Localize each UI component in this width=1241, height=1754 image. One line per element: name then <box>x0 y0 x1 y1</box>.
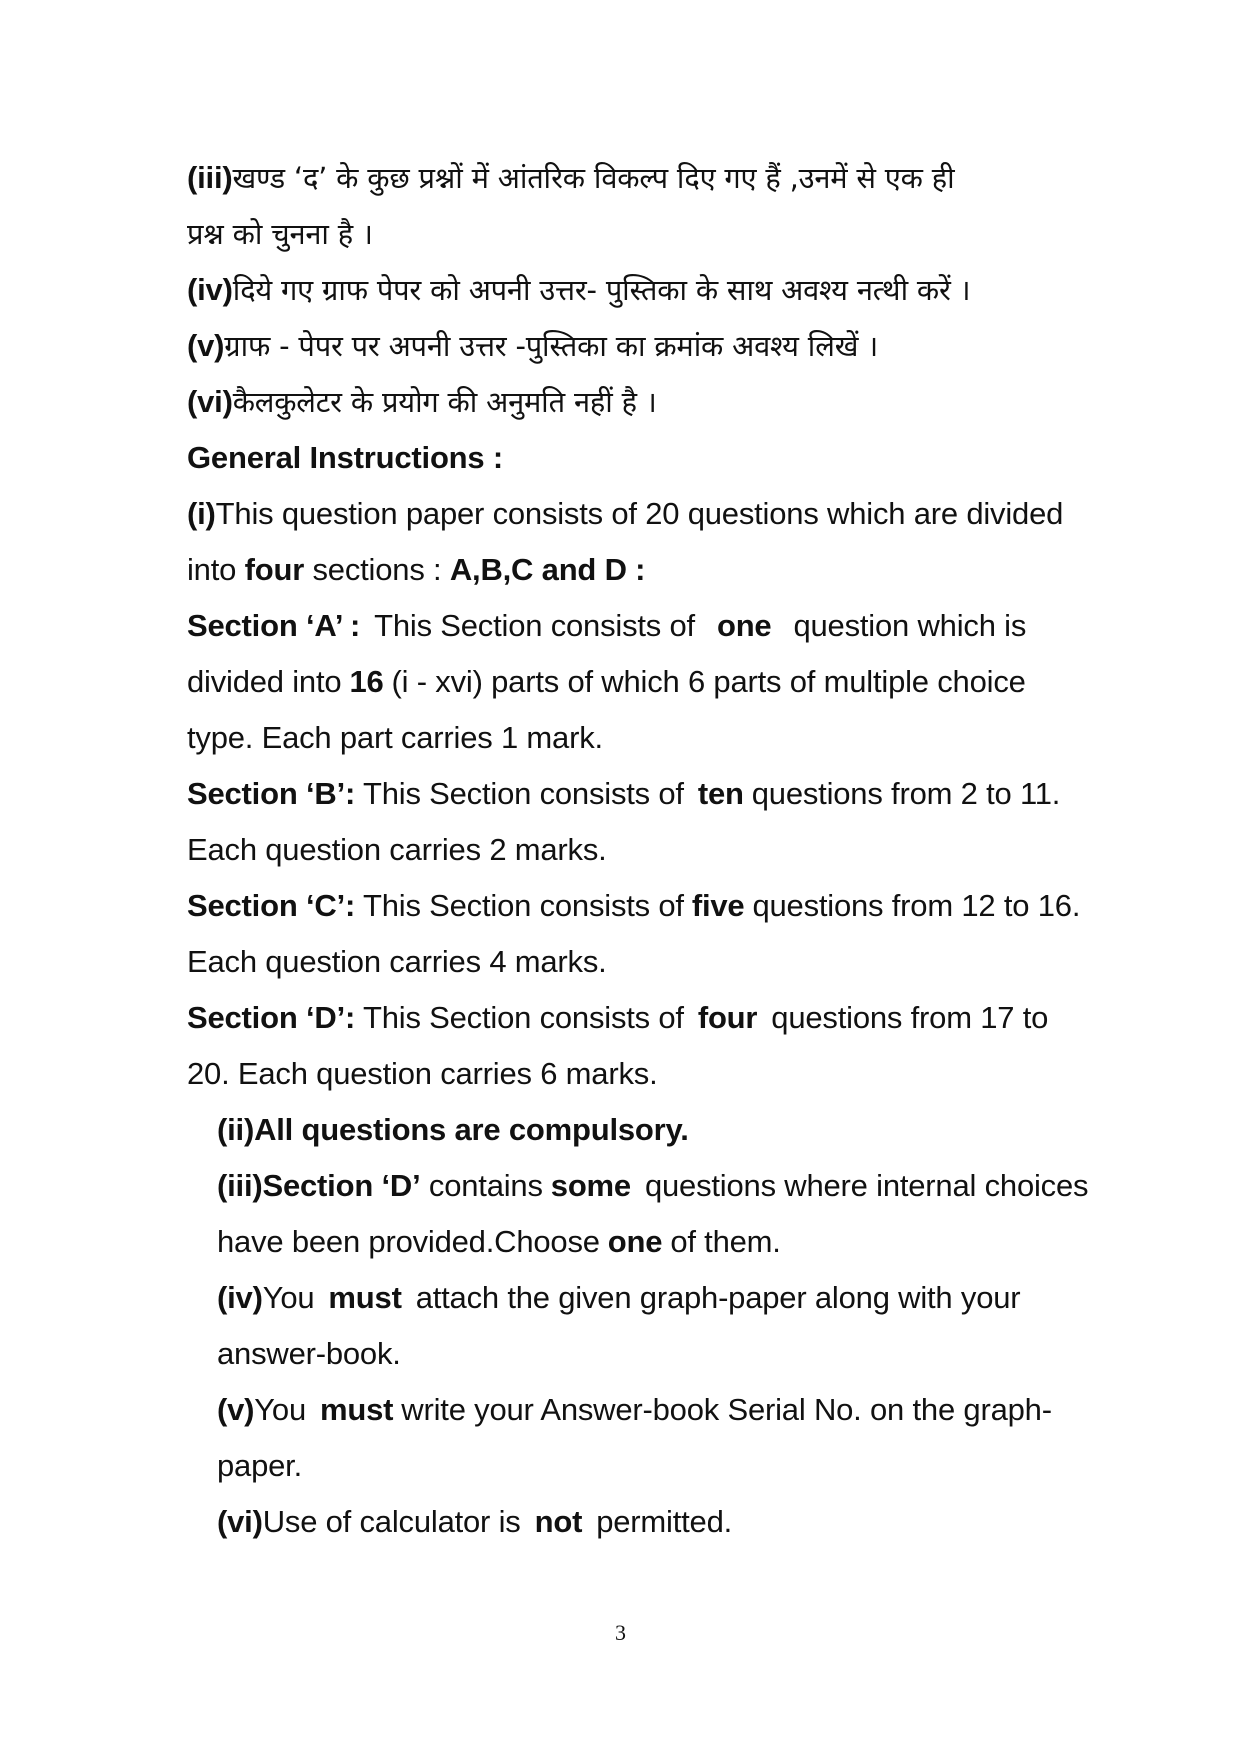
item-number: (iii)Section ‘D’ <box>217 1168 421 1203</box>
hindi-instruction-v <box>187 326 878 366</box>
instruction-i-line1: (i)This question paper consists of 20 questions which are divided <box>187 496 1064 531</box>
section-label: Section ‘A’ : <box>187 608 361 643</box>
instruction-iii-line1: (iii)Section ‘D’ contains some questions where internal choices <box>217 1168 1089 1203</box>
item-number: (iv) <box>217 1280 263 1315</box>
section-label: Section ‘B’: <box>187 776 356 811</box>
hindi-instruction-iii-line2 <box>187 214 373 254</box>
item-number: (iii) <box>187 160 233 195</box>
instruction-iii-line2: have been provided.Choose one of them. <box>217 1224 781 1259</box>
hindi-text: दिये गए ग्राफ पेपर को अपनी उत्तर- पुस्तिका के साथ अवश्य नत्थी करें । <box>232 273 971 307</box>
section-b-line2: Each question carries 2 marks. <box>187 832 607 867</box>
hindi-instruction-vi <box>187 382 657 422</box>
hindi-text: कैलकुलेटर के प्रयोग की अनुमति नहीं है । <box>232 385 657 419</box>
item-number: (iv) <box>187 272 233 307</box>
section-a-line2: divided into 16 (i - xvi) parts of which 6 parts of multiple choice <box>187 664 1026 699</box>
instruction-v-line2: paper. <box>217 1448 302 1483</box>
section-d-line1: Section ‘D’: This Section consists of four questions from 17 to <box>187 1000 1049 1035</box>
instruction-iv-line1: (iv)You must attach the given graph-paper along with your <box>217 1280 1021 1315</box>
section-a-line1: Section ‘A’ : This Section consists of one question which is <box>187 608 1027 643</box>
hindi-text: खण्ड ‘द’ के कुछ प्रश्नों में आंतरिक विकल्प दिए गए हैं ,उनमें से एक ही <box>232 161 955 195</box>
item-number: (v) <box>217 1392 255 1427</box>
hindi-text: ग्राफ - पेपर पर अपनी उत्तर -पुस्तिका का क्रमांक अवश्य लिखें । <box>224 329 879 363</box>
section-a-line3: type. Each part carries 1 mark. <box>187 720 603 755</box>
page-number: 3 <box>615 1620 626 1645</box>
hindi-text: प्रश्न को चुनना है । <box>187 217 373 251</box>
section-c-line1: Section ‘C’: This Section consists of five questions from 12 to 16. <box>187 888 1081 923</box>
item-number: (vi) <box>187 384 233 419</box>
section-b-line1: Section ‘B’: This Section consists of ten questions from 2 to 11. <box>187 776 1061 811</box>
item-number: (vi) <box>217 1504 263 1539</box>
instruction-ii: (ii)All questions are compulsory. <box>217 1112 689 1147</box>
section-d-line2: 20. Each question carries 6 marks. <box>187 1056 658 1091</box>
item-number: (i) <box>187 496 216 531</box>
instruction-i-line2: into four sections : A,B,C and D : <box>187 552 646 587</box>
hindi-instruction-iii-line1 <box>187 158 954 198</box>
section-c-line2: Each question carries 4 marks. <box>187 944 607 979</box>
instruction-iv-line2: answer-book. <box>217 1336 401 1371</box>
item-number: (v) <box>187 328 225 363</box>
instruction-v-line1: (v)You must write your Answer-book Serial No. on the graph- <box>217 1392 1052 1427</box>
section-label: Section ‘C’: <box>187 888 356 923</box>
instruction-vi: (vi)Use of calculator is not permitted. <box>217 1504 733 1539</box>
general-instructions-heading: General Instructions : <box>187 440 503 475</box>
hindi-instruction-iv <box>187 270 970 310</box>
section-label: Section ‘D’: <box>187 1000 356 1035</box>
